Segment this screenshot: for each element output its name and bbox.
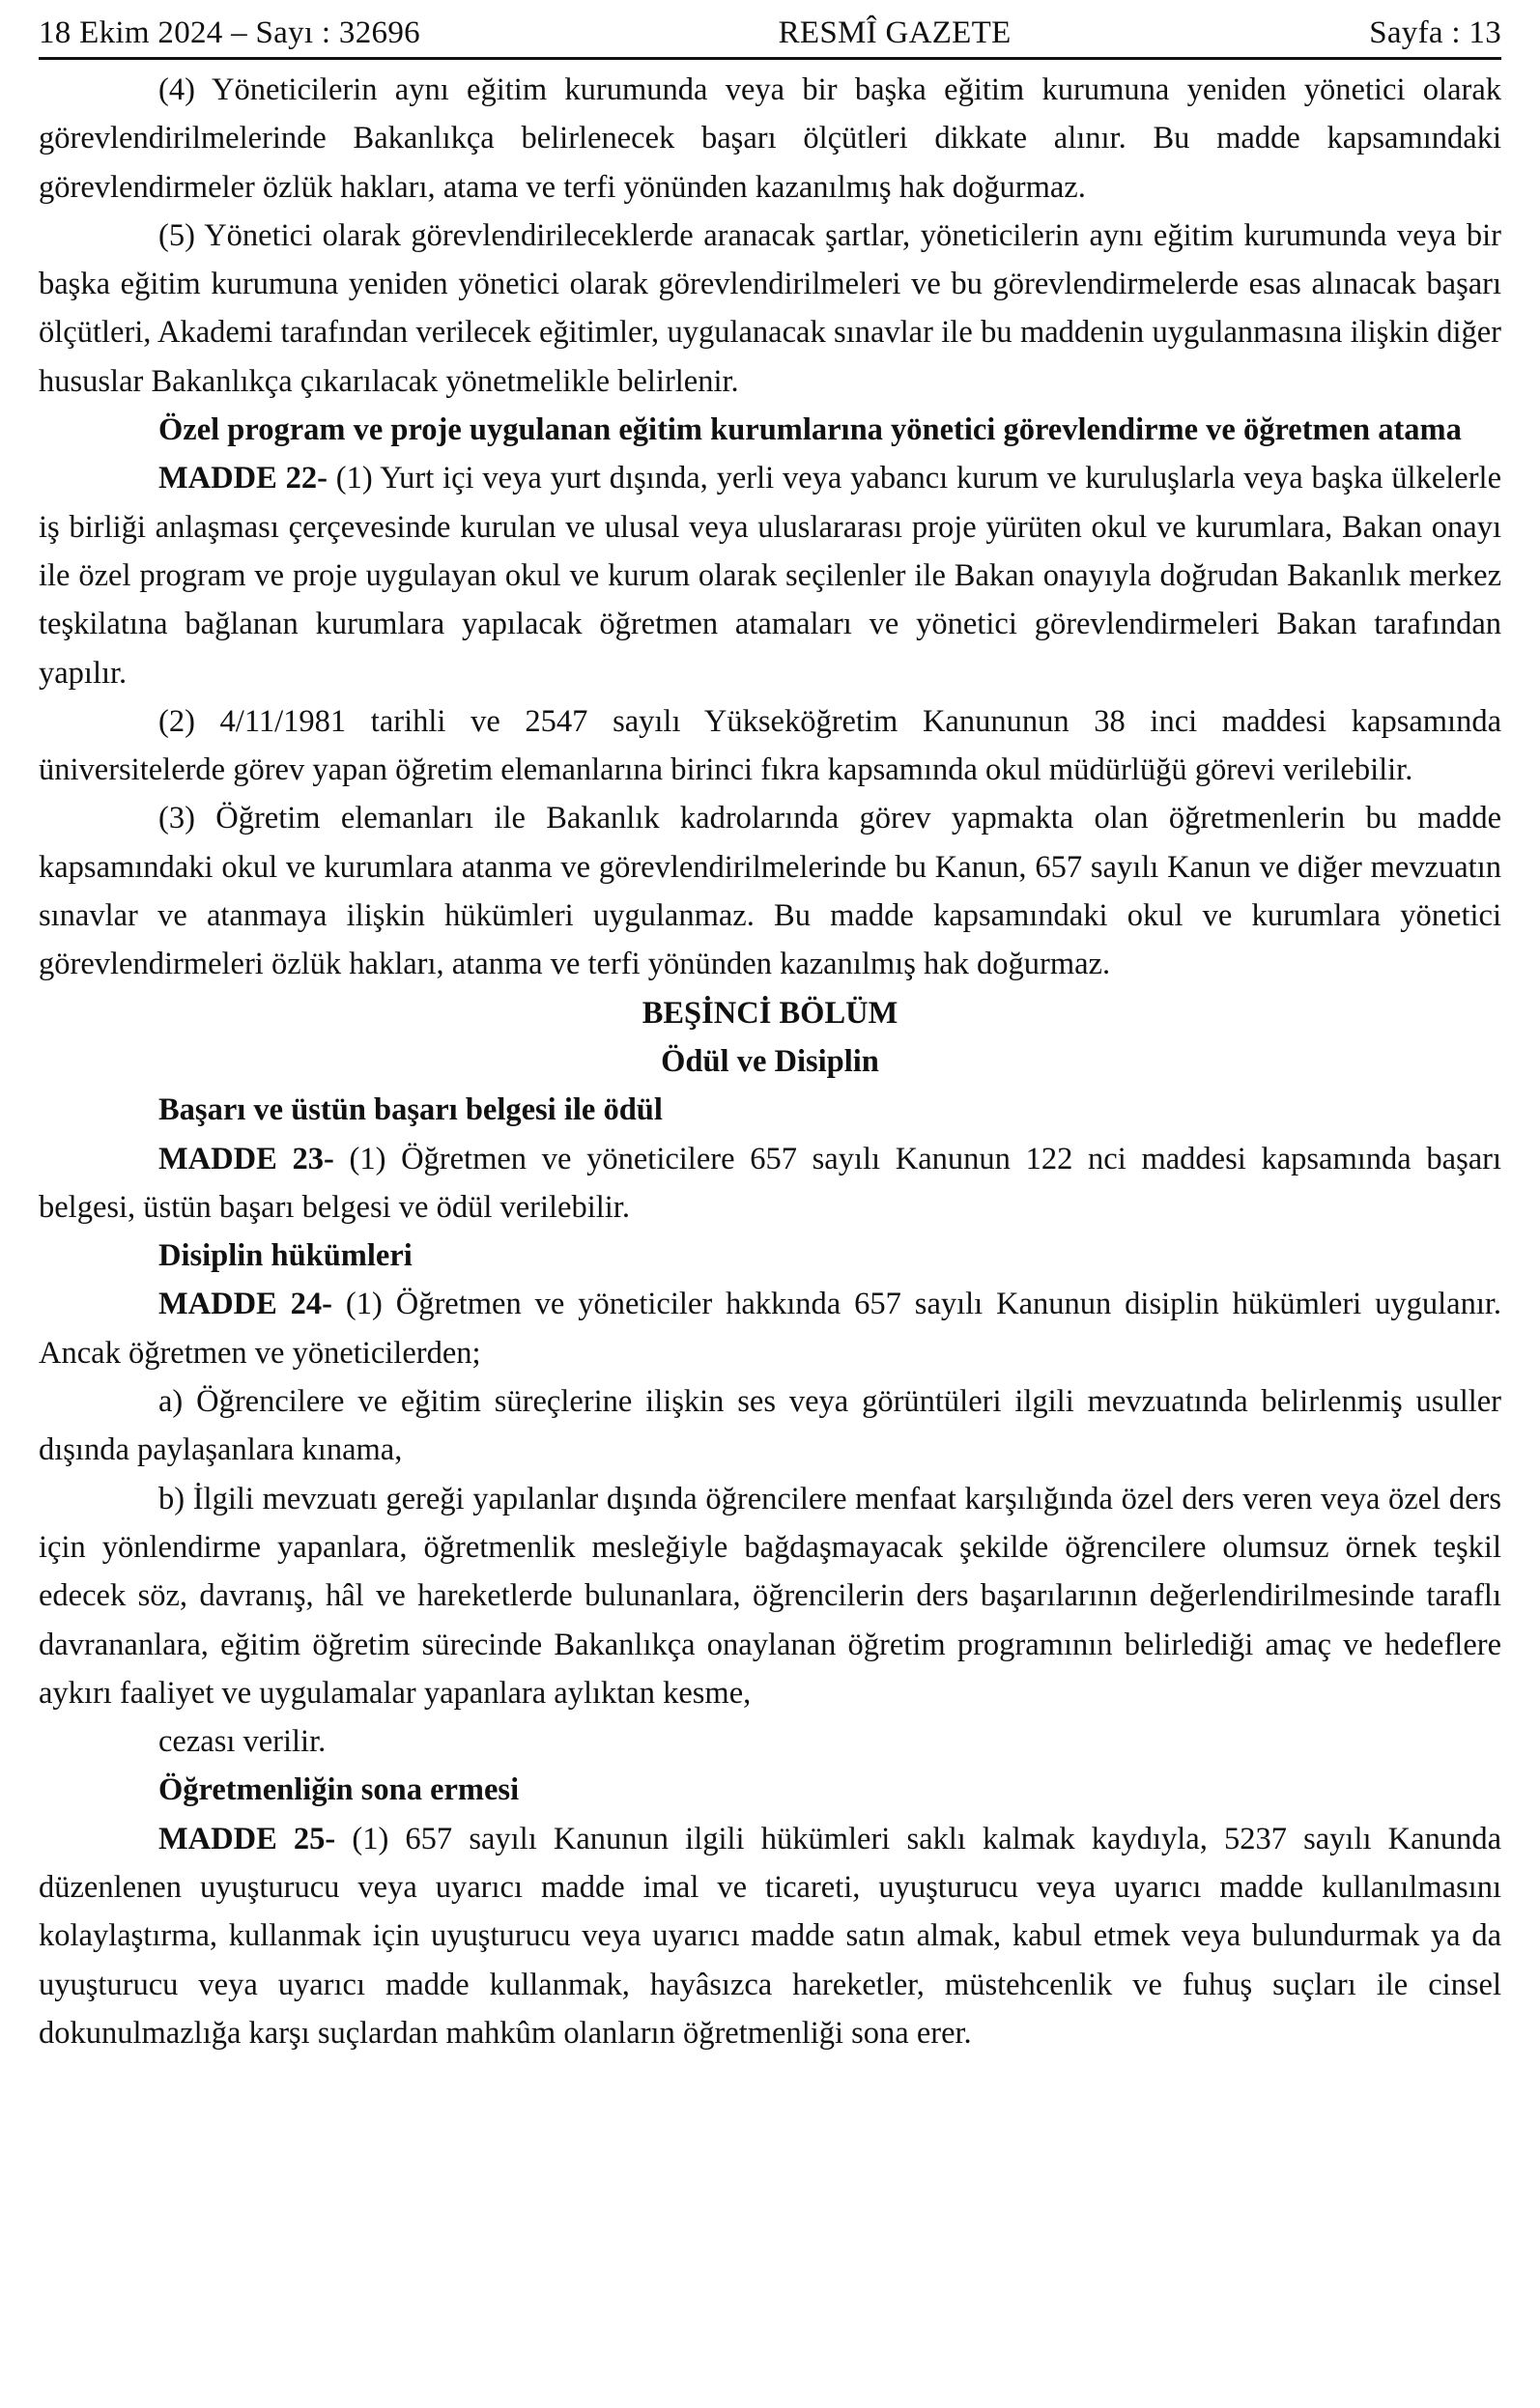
- article-text: (1) Yurt içi veya yurt dışında, yerli veya yabancı kurum ve kuruluşlarla veya başka ülkelerle iş birliği anlaşması çerçevesinde kurulan ve ulusal veya uluslararası proje yürüten okul ve kurumlara, Bakan onayı ile özel program ve proje uygulayan okul ve kurum olarak seçilenler ile Bakan onayıyla doğrudan Bakanlık merkez teşkilatına bağlanan kurumlara yapılacak öğretmen atamaları ve yönetici görevlendirmeleri Bakan tarafından yapılır.: [39, 461, 1501, 691]
- article-text: (1) Öğretmen ve yöneticilere 657 sayılı Kanunun 122 nci maddesi kapsamında başarı belgesi, üstün başarı belgesi ve ödül verilebilir.: [39, 1141, 1501, 1225]
- article-label: MADDE 25-: [158, 1821, 336, 1856]
- clause-b: b) İlgili mevzuatı gereği yapılanlar dışında öğrencilere menfaat karşılığında özel ders veren veya özel ders için yönlendirme yapanlara, öğretmenlik mesleğiyle bağdaşmayacak şekilde öğrencilere olumsuz örnek teşkil edecek söz, davranış, hâl ve hareketlerde bulunanlara, öğrencilerin ders başarılarının değerlendirilmesinde taraflı davrananlara, eğitim öğretim sürecinde Bakanlıkça onaylanan öğretim programının belirlediği amaç ve hedeflere aykırı faaliyet ve uygulamalar yapanlara aylıktan kesme,: [39, 1481, 1501, 1711]
- article-text: (1) Öğretmen ve yöneticiler hakkında 657 sayılı Kanunun disiplin hükümleri uygulanır. Ancak öğretmen ve yöneticilerden;: [39, 1287, 1502, 1371]
- article-heading: Öğretmenliğin sona ermesi: [158, 1772, 520, 1808]
- paragraph: (2) 4/11/1981 tarihli ve 2547 sayılı Yükseköğretim Kanununun 38 inci maddesi kapsamında üniversitelerde görev yapan öğretim elemanlarına birinci fıkra kapsamında okul müdürlüğü görevi verilebilir.: [39, 703, 1501, 788]
- paragraph: (5) Yönetici olarak görevlendirileceklerde aranacak şartlar, yöneticilerin aynı eğitim kurumunda veya bir başka eğitim kurumuna yeniden yönetici olarak görevlendirilmeleri ve bu görevlendirmelerde esas alınacak başarı ölçütleri, Akademi tarafından verilecek eğitimler, uygulanacak sınavlar ile bu maddenin uygulanmasına ilişkin diğer hususlar Bakanlıkça çıkarılacak yönetmelikle belirlenir.: [39, 217, 1501, 399]
- article-label: MADDE 22-: [158, 461, 328, 496]
- part-heading: BEŞİNCİ BÖLÜM: [642, 995, 898, 1031]
- page-content: [39, 66, 1501, 2057]
- issue-date-number: 18 Ekim 2024 – Sayı : 32696: [39, 15, 420, 50]
- page-number: Sayfa : 13: [1369, 15, 1501, 50]
- article-label: MADDE 23-: [158, 1141, 334, 1176]
- paragraph: (3) Öğretim elemanları ile Bakanlık kadrolarında görev yapmakta olan öğretmenlerin bu madde kapsamındaki okul ve kurumlara atanma ve görevlendirilmelerinde bu Kanun, 657 sayılı Kanun ve diğer mevzuatın sınavlar ve atanmaya ilişkin hükümleri uygulanmaz. Bu madde kapsamındaki okul ve kurumlara yönetici görevlendirmeleri özlük hakları, atanma ve terfi yönünden kazanılmış hak doğurmaz.: [39, 801, 1501, 982]
- article-label: MADDE 24-: [158, 1287, 333, 1322]
- article-heading: Başarı ve üstün başarı belgesi ile ödül: [158, 1092, 663, 1128]
- page-header: [39, 12, 1501, 54]
- article-heading: Özel program ve proje uygulanan eğitim kurumlarına yönetici görevlendirme ve öğretmen atama: [158, 412, 1462, 448]
- clause-closing: cezası verilir.: [158, 1724, 327, 1760]
- article-22: [39, 454, 1501, 696]
- article-text: (1) 657 sayılı Kanunun ilgili hükümleri saklı kalmak kaydıyla, 5237 sayılı Kanunda düzenlenen uyuşturucu veya uyarıcı madde imal ve ticareti, uyuşturucu veya uyarıcı madde kullanılmasını kolaylaştırma, kullanmak için uyuşturucu veya uyarıcı madde satın almak, kabul etmek veya bulundurmak ya da uyuşturucu veya uyarıcı madde kullanmak, hayâsızca hareketler, müstehcenlik ve fuhuş suçları ile cinsel dokunulmazlığa karşı suçlardan mahkûm olanların öğretmenliği sona erer.: [39, 1821, 1501, 2051]
- gazette-title: RESMÎ GAZETE: [778, 15, 1012, 50]
- paragraph: (4) Yöneticilerin aynı eğitim kurumunda veya bir başka eğitim kurumuna yeniden yönetici olarak görevlendirilmelerinde Bakanlıkça belirlenecek başarı ölçütleri dikkate alınır. Bu madde kapsamındaki görevlendirmeler özlük hakları, atama ve terfi yönünden kazanılmış hak doğurmaz.: [39, 72, 1501, 205]
- article-25: [39, 1815, 1501, 2057]
- clause-a: a) Öğrencilere ve eğitim süreçlerine ilişkin ses veya görüntüleri ilgili mevzuatında belirlenmiş usuller dışında paylaşanlara kınama,: [39, 1384, 1501, 1468]
- part-title: Ödül ve Disiplin: [661, 1043, 879, 1079]
- article-24: [39, 1280, 1501, 1377]
- article-heading: Disiplin hükümleri: [158, 1238, 413, 1274]
- header-divider: [39, 57, 1501, 60]
- article-23: [39, 1135, 1501, 1232]
